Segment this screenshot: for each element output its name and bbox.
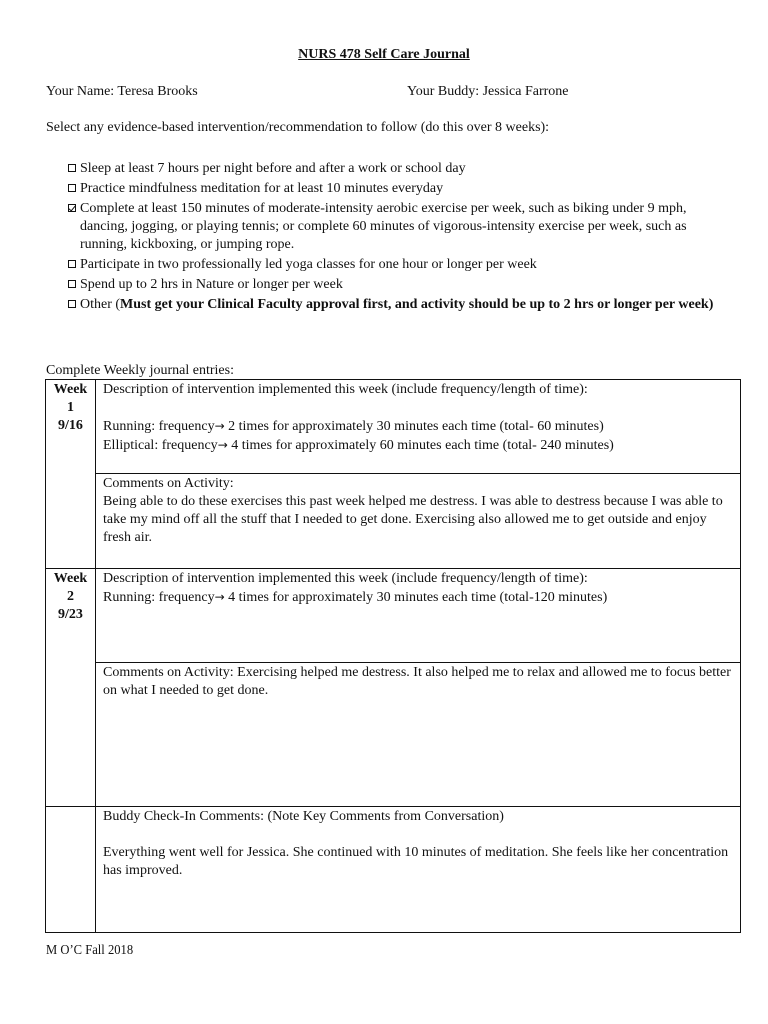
checkbox-yoga[interactable]	[68, 260, 76, 268]
option-other-note: Must get your Clinical Faculty approval first, and activity should be up to 2 hrs or longer per week)	[120, 297, 714, 312]
week1-label-cell	[46, 380, 96, 569]
buddy-checkin-text: Everything went well for Jessica. She continued with 10 minutes of meditation. She feels like her concentration has improved.	[103, 845, 729, 878]
week2-description-row	[46, 569, 741, 663]
week1-description-cell[interactable]	[96, 380, 741, 474]
week2-running-line: Running: frequency→ 4 times for approximately 30 minutes each time (total-120 minutes)	[103, 590, 608, 605]
checkbox-sleep[interactable]	[68, 164, 76, 172]
option-other-prefix: Other (	[80, 297, 121, 312]
week2-buddy-empty-cell	[46, 807, 96, 933]
checkbox-nature[interactable]	[68, 280, 76, 288]
week1-comments-header: Comments on Activity:	[103, 476, 234, 491]
week2-date: 9/23	[58, 607, 83, 622]
week2-comments-row	[46, 663, 741, 807]
option-meditation-label: Practice mindfulness meditation for at least 10 minutes everyday	[80, 181, 444, 196]
option-aerobic-exercise-label: Complete at least 150 minutes of moderate-intensity aerobic exercise per week, such as biking under 9 mph, dancing, jogging, or playing tennis; or complete 60 minutes of vigorous-intensity exercise per week, such as running, kickboxing, or jumping rope.	[80, 201, 687, 252]
week2-buddy-row	[46, 807, 741, 933]
arrow-icon: →	[217, 438, 228, 452]
week2-description-header: Description of intervention implemented this week (include frequency/length of time):	[103, 571, 588, 586]
option-yoga	[66, 256, 726, 274]
buddy-checkin-header: Buddy Check-In Comments: (Note Key Comments from Conversation)	[103, 809, 504, 824]
week1-word: Week	[53, 382, 88, 397]
week1-description-row	[46, 380, 741, 474]
checkbox-aerobic-exercise-checked[interactable]	[68, 204, 76, 212]
week2-label-cell	[46, 569, 96, 807]
footer-text: M O’C Fall 2018	[46, 943, 134, 958]
your-name-field: Your Name: Teresa Brooks	[46, 84, 198, 99]
week1-comments-text: Being able to do these exercises this past week helped me destress. I was able to destress because I was able to take my mind off all the stuff that I needed to get done. Exercising also allowed me to get outside and enjoy fresh air.	[103, 494, 723, 545]
weekly-entries-label: Complete Weekly journal entries:	[46, 363, 234, 378]
week2-buddy-cell[interactable]	[96, 807, 741, 933]
week1-running-line: Running: frequency→ 2 times for approximately 30 minutes each time (total- 60 minutes)	[103, 419, 604, 434]
intervention-options-list	[66, 160, 726, 316]
week2-word: Week	[53, 571, 88, 586]
week2-comments-text: Comments on Activity: Exercising helped me destress. It also helped me to relax and allowed me to focus better on what I needed to get done.	[103, 665, 731, 698]
option-nature-label: Spend up to 2 hrs in Nature or longer per week	[80, 277, 343, 292]
week1-elliptical-line: Elliptical: frequency→ 4 times for approximately 60 minutes each time (total- 240 minutes)	[103, 438, 614, 453]
week2-description-cell[interactable]	[96, 569, 741, 663]
checkbox-meditation[interactable]	[68, 184, 76, 192]
option-sleep	[66, 160, 726, 178]
option-yoga-label: Participate in two professionally led yoga classes for one hour or longer per week	[80, 257, 537, 272]
week1-comments-row	[46, 474, 741, 569]
arrow-icon: →	[214, 419, 225, 433]
week2-comments-cell[interactable]	[96, 663, 741, 807]
option-aerobic-exercise	[66, 200, 726, 254]
journal-table	[45, 379, 741, 933]
week1-description-header: Description of intervention implemented this week (include frequency/length of time):	[103, 382, 588, 397]
option-nature	[66, 276, 726, 294]
option-meditation	[66, 180, 726, 198]
page-title: NURS 478 Self Care Journal	[298, 47, 470, 62]
option-sleep-label: Sleep at least 7 hours per night before and after a work or school day	[80, 161, 466, 176]
week1-comments-cell[interactable]	[96, 474, 741, 569]
select-instruction: Select any evidence-based intervention/recommendation to follow (do this over 8 weeks):	[46, 120, 550, 135]
your-buddy-field: Your Buddy: Jessica Farrone	[407, 84, 569, 99]
week1-number: 1	[67, 400, 74, 415]
week1-date: 9/16	[58, 418, 83, 433]
arrow-icon: →	[214, 590, 225, 604]
week2-number: 2	[67, 589, 74, 604]
checkbox-other[interactable]	[68, 300, 76, 308]
option-other	[66, 296, 726, 314]
